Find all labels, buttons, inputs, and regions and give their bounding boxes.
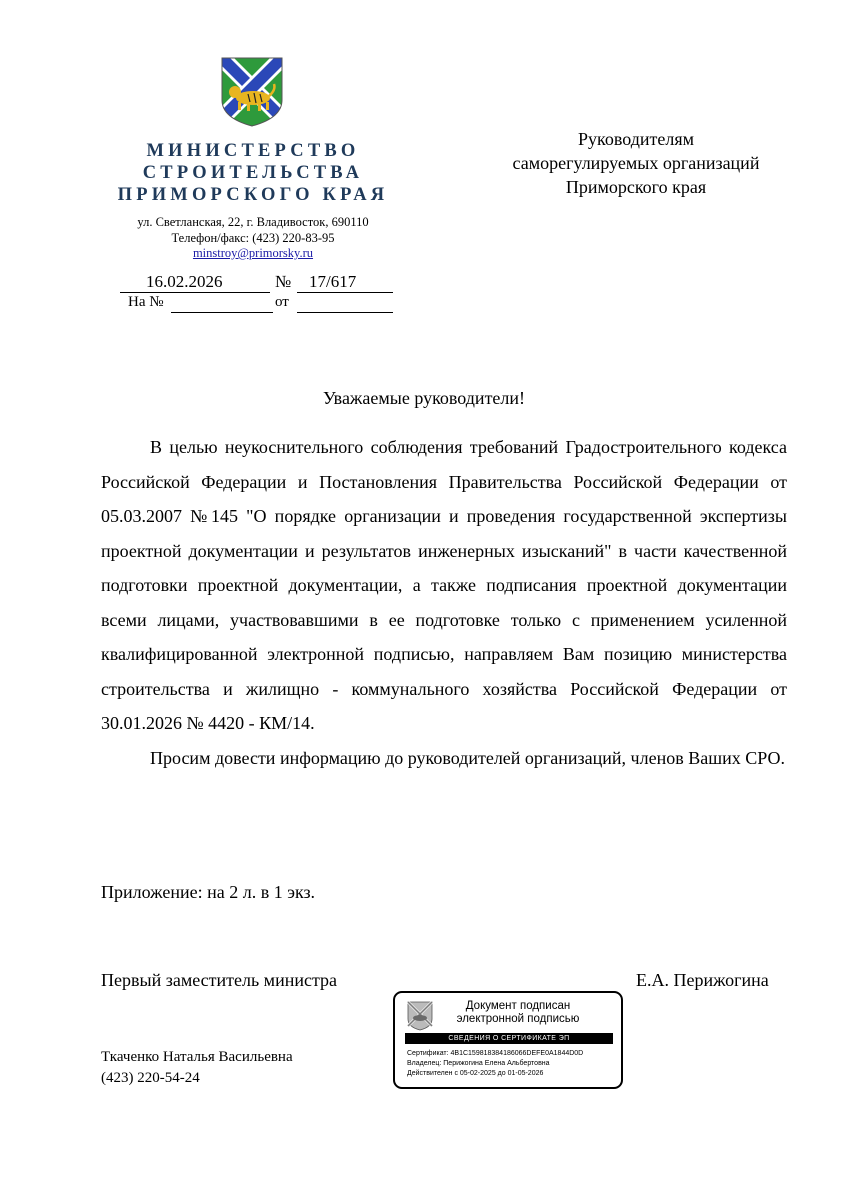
registration-date-field bbox=[120, 272, 270, 293]
attachment-note: Приложение: на 2 л. в 1 экз. bbox=[101, 882, 316, 902]
ministry-name-line-2: СТРОИТЕЛЬСТВА bbox=[142, 163, 364, 183]
executor-name: Ткаченко Наталья Васильевна bbox=[101, 1049, 293, 1065]
signer-name: Е.А. Перижогина bbox=[636, 970, 769, 990]
registration-date: 16.02.2026 bbox=[146, 272, 223, 291]
reply-number-label: На № bbox=[128, 294, 164, 310]
ministry-name-line-3: ПРИМОРСКОГО КРАЯ bbox=[117, 185, 389, 205]
signer-title: Первый заместитель министра bbox=[101, 970, 338, 990]
reply-date-label: от bbox=[275, 294, 289, 310]
addressee-line-1: Руководителям bbox=[578, 129, 694, 149]
registration-number: 17/617 bbox=[309, 272, 357, 291]
executor-phone: (423) 220-54-24 bbox=[101, 1070, 200, 1086]
primorsky-coat-of-arms-icon bbox=[220, 56, 284, 128]
ministry-email-row bbox=[100, 246, 406, 261]
greeting: Уважаемые руководители! bbox=[322, 388, 526, 408]
stamp-title bbox=[443, 1000, 593, 1026]
body-paragraph-1: В целью неукоснительного соблюдения требований Градостроительного кодекса Российской Федерации и Постановления Правительства Российской Федерации от 05.03.2007 №145 "О порядке организации и проведения государственной экспертизы проектной документации и результатов инженерных изысканий" в части качественной подготовки проектной документации, а также подписания проектной документации всеми лицами, участвовавшими в ее подготовке только с применением усиленной квалифицированной электронной подписью, направляем Вам позицию министерства строительства и жилищно - коммунального хозяйства Российской Федерации от 30.01.2026 № 4420 - КМ/14. bbox=[101, 437, 787, 733]
ministry-address: ул. Светланская, 22, г. Владивосток, 690110 bbox=[137, 215, 369, 229]
addressee-line-3: Приморского края bbox=[565, 177, 707, 197]
reply-date-field bbox=[297, 292, 393, 313]
registration-number-sign: № bbox=[275, 272, 292, 291]
executor-info bbox=[101, 1047, 293, 1089]
electronic-signature-stamp bbox=[393, 991, 623, 1089]
ministry-phone-fax: Телефон/факс: (423) 220-83-95 bbox=[171, 231, 335, 245]
stamp-details bbox=[407, 1049, 583, 1079]
stamp-owner: Владелец: Перижогина Елена Альбертовна bbox=[407, 1060, 550, 1067]
stamp-coat-of-arms-icon bbox=[407, 1001, 433, 1031]
stamp-title-line-1: Документ подписан bbox=[465, 1000, 571, 1012]
stamp-certificate: Сертификат: 4B1C159818384186066DEFE0A1844D0D bbox=[407, 1050, 584, 1057]
stamp-certificate-header: СВЕДЕНИЯ О СЕРТИФИКАТЕ ЭП bbox=[405, 1033, 613, 1044]
reply-number-field bbox=[171, 292, 273, 313]
body-paragraph-2: Просим довести информацию до руководителей организаций, членов Ваших СРО. bbox=[150, 747, 785, 768]
stamp-title-line-2: электронной подписью bbox=[456, 1013, 580, 1025]
stamp-validity: Действителен с 05-02-2025 до 01-05-2026 bbox=[407, 1070, 544, 1077]
registration-number-field bbox=[297, 272, 393, 293]
ministry-email-link[interactable]: minstroy@primorsky.ru bbox=[192, 246, 314, 260]
letter-body bbox=[101, 430, 787, 775]
ministry-name-line-1: МИНИСТЕРСТВО bbox=[146, 141, 360, 161]
addressee-line-2: саморегулируемых организаций bbox=[512, 153, 760, 173]
